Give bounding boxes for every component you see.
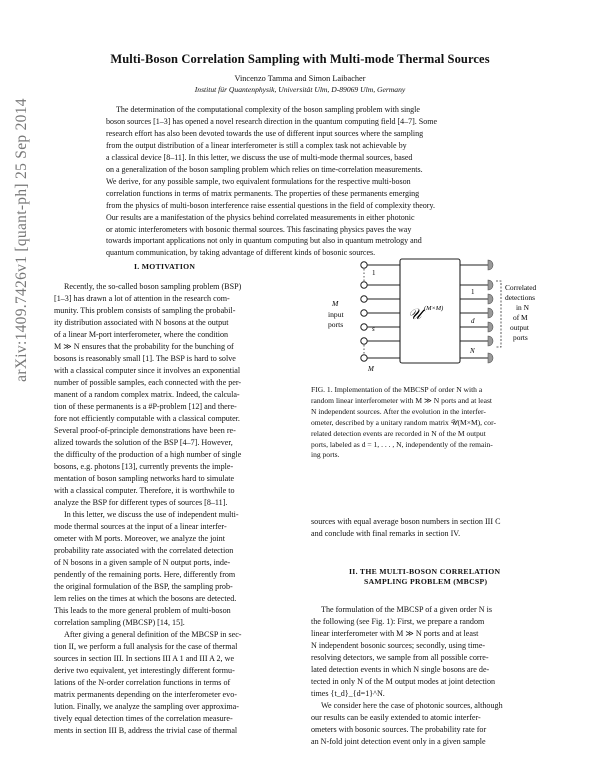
col1-line: analyze the BSP for different types of sources [8–11]. — [54, 498, 228, 507]
output-mark-d: d — [471, 317, 475, 325]
col2b-line: the following (see Fig. 1): First, we prepare a random — [311, 617, 485, 626]
col1-line: Recently, the so-called boson sampling problem (BSP) — [64, 282, 242, 291]
col1-line: ments in section III B, address the trivial case of thermal — [54, 726, 238, 735]
col1-line: lem relies on the times at which the bosons are detected. — [54, 594, 237, 603]
col1-line: correlation sampling (MBCSP) [14, 15]. — [54, 618, 185, 627]
col2b-line: N independent bosonic sources; secondly, using time- — [311, 641, 486, 650]
col1-line: [1–3] has drawn a lot of attention in the research com- — [54, 294, 230, 303]
col1-line: lations of the N-order correlation functions in terms of — [54, 678, 231, 687]
col1-line: mode thermal sources at the input of a linear interfer- — [54, 522, 227, 531]
abstract-line: boson sources [1–3] has opened a novel research direction in the quantum computing field [4–7]. Some — [106, 116, 438, 126]
output-label-5: ports — [513, 333, 528, 342]
section-1-heading: I. MOTIVATION — [134, 262, 196, 271]
col1-line: bosons is reasonably small [1]. The BSP is hard to solve — [54, 354, 236, 363]
col2b-line: times {t_d}_{d=1}^N. — [311, 689, 385, 698]
col1-line: ometer with M ports. Moreover, we analyze the joint — [54, 534, 225, 543]
col2b-line: an N-fold joint detection event only in a given sample — [311, 737, 486, 746]
fig-caption-line: FIG. 1. Implementation of the MBCSP of order N with a — [311, 385, 483, 394]
col1-line: alized towards the solution of the BSP [4–7]. However, — [54, 438, 233, 447]
output-label-2: in N — [516, 303, 529, 312]
abstract-line: correlation functions in terms of matrix permanents. The properties of these permanents emerging — [106, 188, 420, 198]
fig-caption-line: random linear interferometer with M ≫ N ports and at least — [311, 395, 493, 405]
abstract-line: Our results are a manifestation of the physics behind correlated measurements in either photonic — [106, 212, 415, 222]
abstract-line: on a generalization of the boson sampling problem which relies on time-correlation measurements. — [106, 164, 423, 174]
col1-line: tion of these permanents is a #P-problem [12] and there- — [54, 402, 237, 411]
col1-line: M ≫ N ensures that the probability for the bunching of — [54, 342, 234, 351]
col1-line: sources in section III. In sections III A 1 and III A 2, we — [54, 654, 235, 663]
input-mark-s: s — [372, 325, 375, 333]
col1-line: bosons, e.g. photons [13], currently prevents the imple- — [54, 462, 234, 471]
input-mark-1: 1 — [372, 269, 376, 277]
unitary-matrix-label: 𝒰 — [408, 307, 422, 323]
fig-caption-line: N independent sources. After the evolution in the interfer- — [311, 406, 486, 416]
col1-line: Several proof-of-principle demonstrations have been re- — [54, 426, 236, 435]
fig-caption-line: ing ports. — [311, 450, 340, 460]
abstract-line: We derive, for any possible sample, two equivalent formulations for the respective multi-boson — [106, 176, 411, 186]
output-label-1: detections — [505, 293, 535, 302]
col1-line: tion II, we perform a full analysis for the case of thermal — [54, 642, 238, 651]
col2b-line: The formulation of the MBCSP of a given order N is — [321, 605, 492, 614]
abstract-line: or atomic interferometers with bosonic thermal sources. This fascinating physics paves the way — [106, 224, 412, 234]
input-lines — [367, 265, 400, 358]
col1-line: of a linear M-port interferometer, where the condition — [54, 330, 229, 339]
col1-line: ity distribution associated with N bosons at the output — [54, 318, 229, 327]
output-label-3: of M — [513, 313, 528, 322]
fig-caption-line: related detection events are recorded in N of the M output — [311, 428, 486, 438]
abstract-line: towards important applications not only in quantum computing but also in quantum metrology and — [106, 236, 422, 246]
col2b-line: our results can be easily extended to atomic interfer- — [311, 713, 481, 722]
col1-line: After giving a general definition of the MBCSP in sec- — [64, 630, 242, 639]
section-2-heading-line-1: II. THE MULTI-BOSON CORRELATION — [349, 567, 501, 576]
col2b-line: resolving detectors, we sample from all possible corre- — [311, 653, 489, 662]
output-label-4: output — [510, 323, 529, 332]
col1-line: matrix permanents depending on the interferometer evo- — [54, 690, 237, 699]
col2b-line: lated detection events in which N single bosons are de- — [311, 665, 490, 674]
col1-line: the original formulation of the BSP, the sampling prob- — [54, 582, 233, 591]
col1-line: the difficulty of the production of a high number of single — [54, 450, 242, 459]
abstract-line: The determination of the computational complexity of the boson sampling problem with single — [116, 105, 420, 114]
col1-line: fore not efficiently computable with a classical computer. — [54, 414, 240, 423]
col1-line: with a classical computer. Therefore, it is worthwhile to — [54, 486, 235, 495]
col2b-line: We consider here the case of photonic sources, although — [321, 701, 503, 710]
section-2-heading-line-2: SAMPLING PROBLEM (MBCSP) — [364, 577, 488, 586]
col1-line: In this letter, we discuss the use of independent multi- — [64, 510, 239, 519]
arxiv-watermark: arXiv:1409.7426v1 [quant-ph] 25 Sep 2014 — [13, 98, 30, 382]
col1-line: of N bosons in a given sample of N output ports, inde- — [54, 558, 231, 567]
unitary-matrix-superscript: (M×M) — [424, 305, 444, 312]
output-mark-n: N — [470, 347, 475, 355]
fig-caption-line: ometer, described by a unitary random matrix 𝒰(M×M), cor- — [311, 417, 496, 427]
col2b-line: linear interferometer with M ≫ N ports and at least — [311, 629, 479, 638]
col1-line: with a classical computer since it involves an exponential — [54, 366, 241, 375]
col1-line: tively equal detection times of the correlation measure- — [54, 714, 233, 723]
fig-caption-line: ports, labeled as d = 1, . . . , N, independently of the remain- — [311, 439, 493, 449]
col1-line: This leads to the more general problem of multi-boson — [54, 606, 231, 615]
input-mark-m: M — [368, 365, 374, 373]
authors: Vincenzo Tamma and Simon Laibacher — [234, 74, 366, 83]
col1-line: lution. Finally, we analyze the sampling over approxima- — [54, 702, 239, 711]
col2b-line: tected in only N of the M output modes at joint detection — [311, 677, 496, 686]
abstract-line: from the output distribution of a linear interferometer is still a complex task not achievable by — [106, 140, 407, 150]
col1-line: pendently of the remaining ports. Here, differently from — [54, 570, 236, 579]
input-label-input: input — [328, 310, 344, 319]
output-lines — [460, 265, 488, 358]
abstract-line: quantum communication, by taking advantage of different kinds of bosonic sources. — [106, 248, 376, 258]
col2b-line: ometers with bosonic sources. The probability rate for — [311, 725, 487, 734]
col1-line: mentation of boson sampling networks hard to simulate — [54, 474, 235, 483]
col1-line: derive two equivalent, yet interestingly different formu- — [54, 666, 235, 675]
col1-line: probability rate associated with the correlated detection — [54, 546, 234, 555]
abstract-line: a classical device [8–11]. In this letter, we discuss the use of multi-mode thermal sources, based — [106, 152, 413, 162]
col1-line: munity. This problem consists of sampling the probabil- — [54, 306, 236, 315]
abstract-line: research effort has also been devoted towards the use of different input sources where the sampling — [106, 128, 424, 138]
col2-line: and conclude with final remarks in section IV. — [311, 529, 461, 538]
col1-line: number of possible samples, each connected with the per- — [54, 378, 242, 387]
col2-line: sources with equal average boson numbers in section III C — [311, 517, 501, 526]
correlation-bracket — [496, 281, 501, 347]
input-label-ports: ports — [328, 320, 344, 329]
paper-title: Multi-Boson Correlation Sampling with Multi-mode Thermal Sources — [110, 52, 490, 66]
abstract-line: from the physics of multi-boson interference raise essential questions in the field of complexity theory. — [106, 200, 435, 210]
output-mark-1: 1 — [471, 288, 475, 296]
output-detectors — [488, 260, 493, 363]
output-label-0: Correlated — [505, 283, 537, 292]
col1-line: manent of a random complex matrix. Indeed, the calcula- — [54, 390, 240, 399]
figure-1-diagram — [320, 255, 550, 373]
affiliation: Institut für Quantenphysik, Universität Ulm, D-89069 Ulm, Germany — [194, 85, 406, 94]
input-label-m: M — [332, 299, 339, 308]
